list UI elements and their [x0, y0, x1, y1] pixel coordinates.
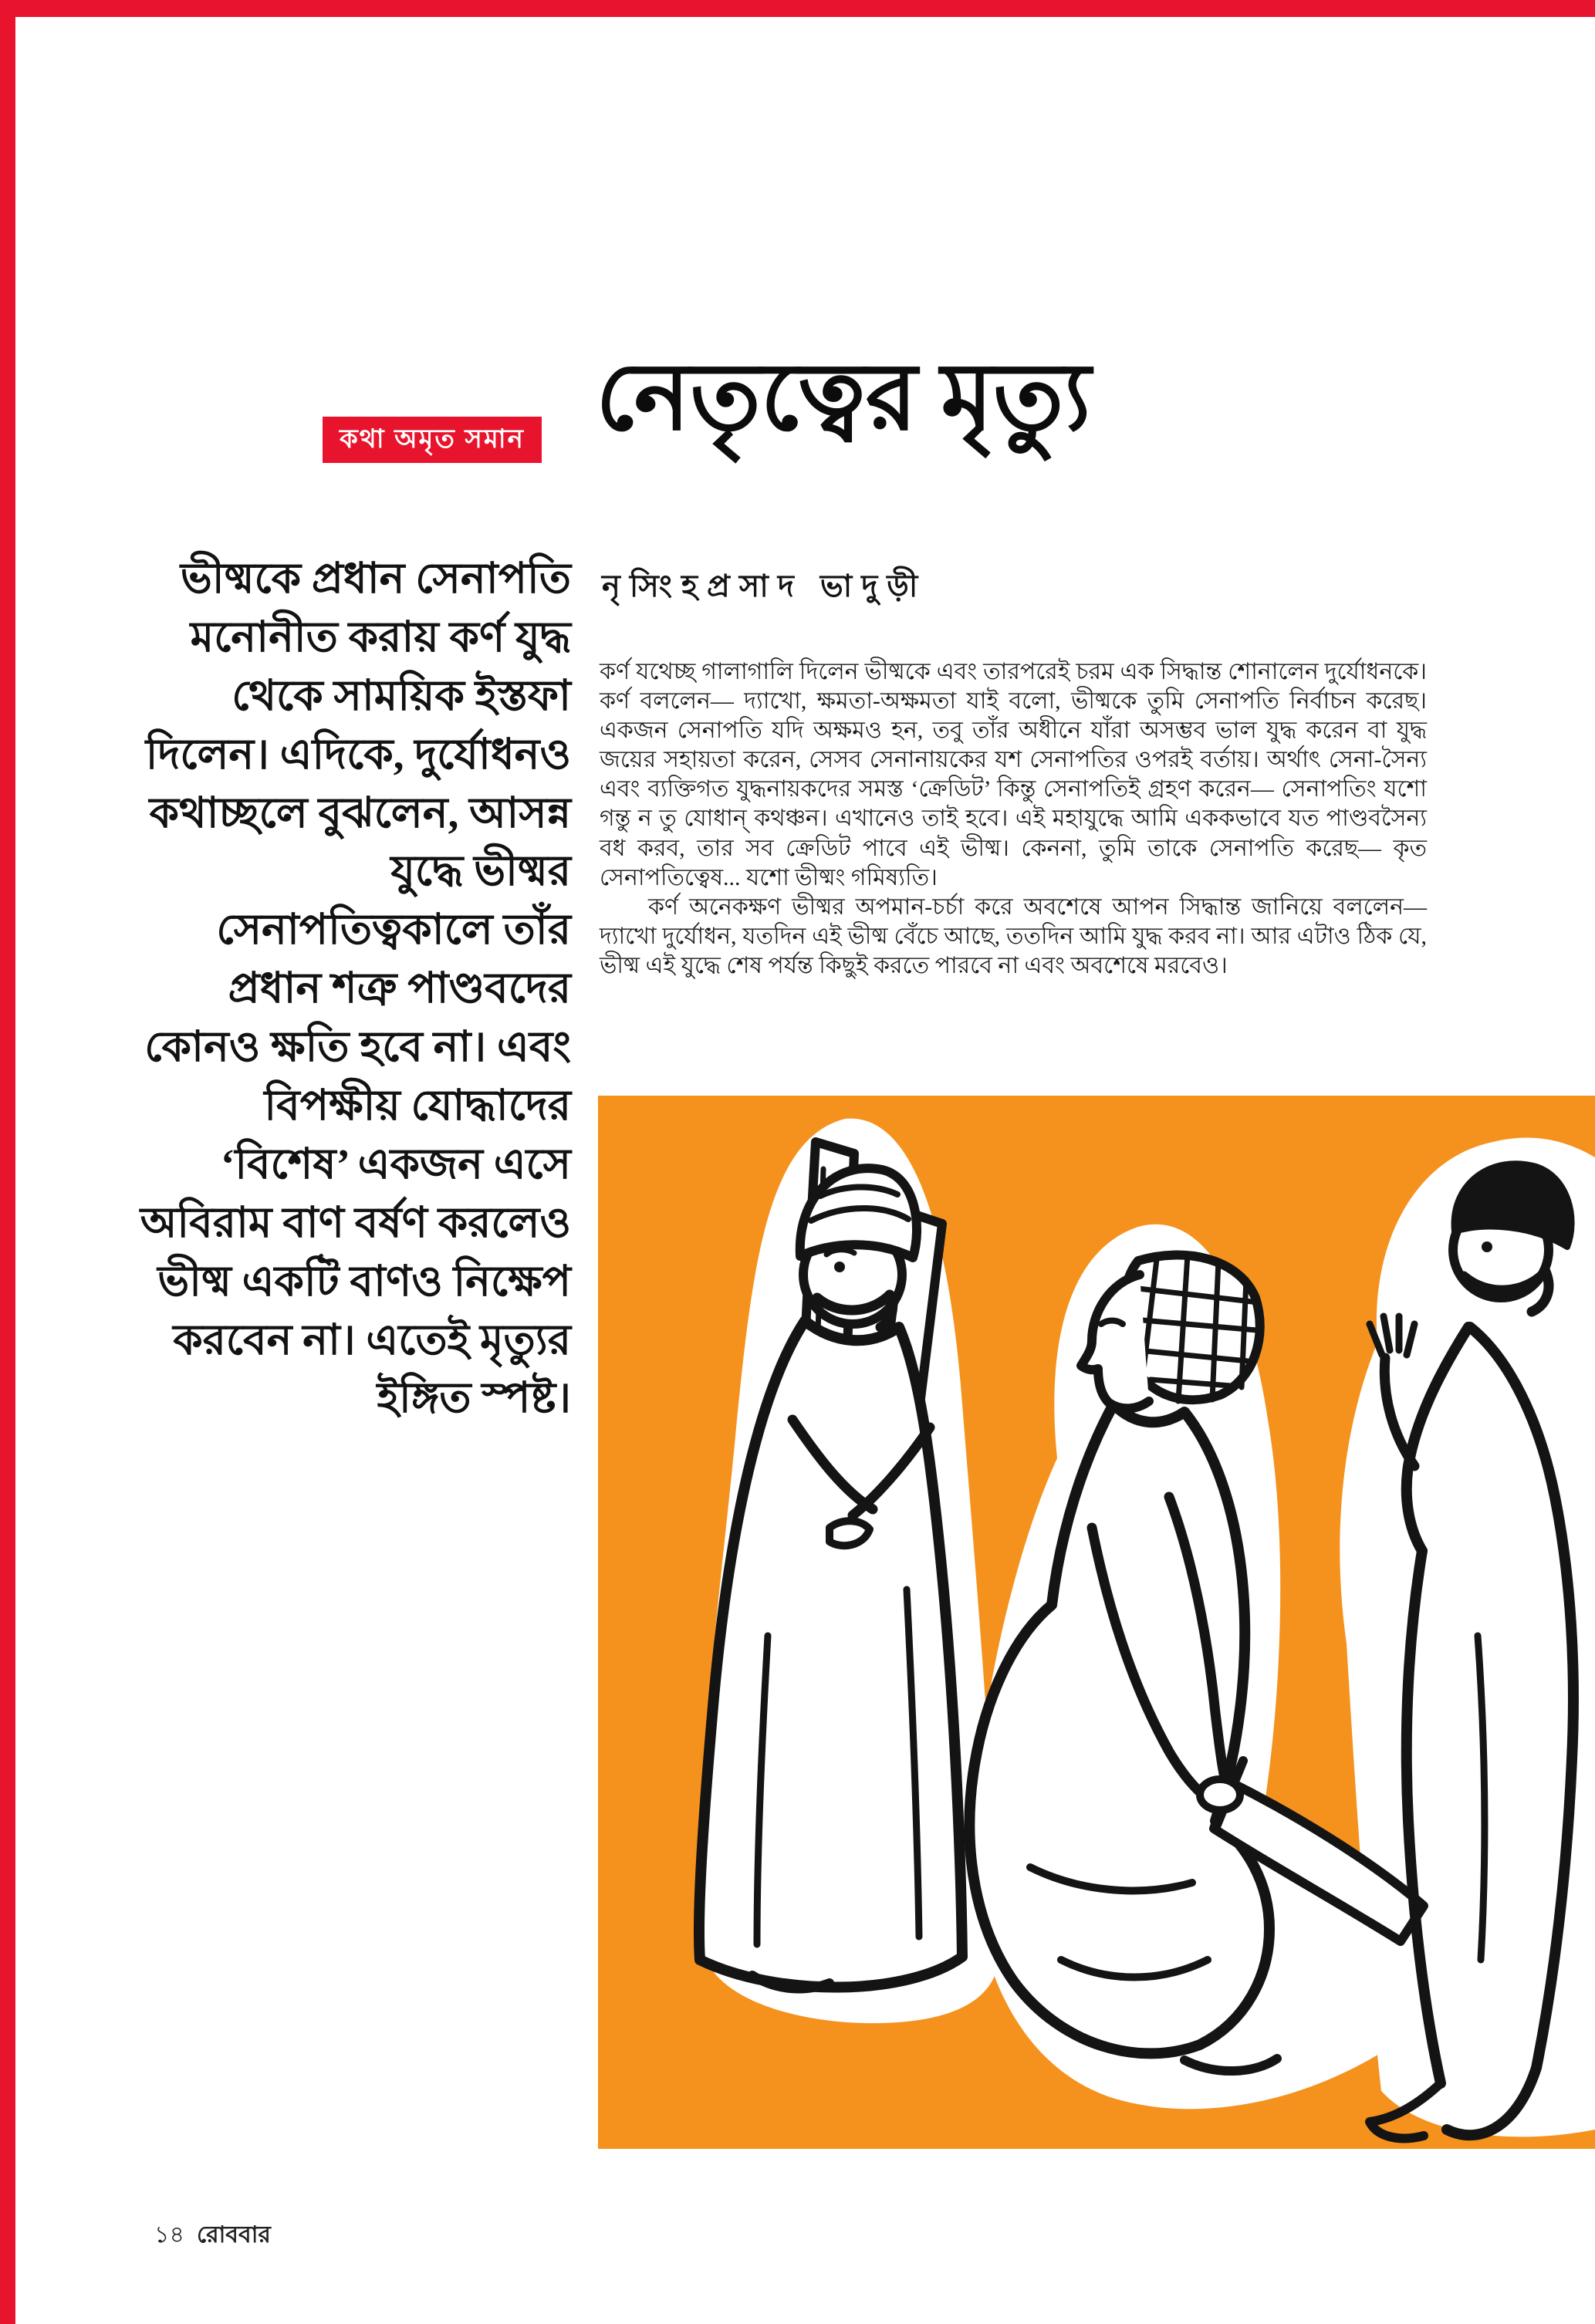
page-footer: [154, 2216, 271, 2255]
headline: নেতৃত্বের মৃত্যু: [596, 346, 1091, 450]
article-body: [600, 657, 1427, 981]
body-paragraph-2: কর্ণ অনেকক্ষণ ভীষ্মর অপমান-চর্চা করে অবশেষে আপন সিদ্ধান্ত জানিয়ে বললেন— দ্যাখো দুর্যোধন, যতদিন এই ভীষ্ম বেঁচে আছে, ততদিন আমি যুদ্ধ করব না। আর এটাও ঠিক যে, ভীষ্ম এই যুদ্ধে শেষ পর্যন্ত কিছুই করতে পারবে না এবং অবশেষে মরবেও।: [600, 893, 1427, 978]
left-red-border: [0, 0, 15, 2324]
top-red-border: [0, 0, 1595, 17]
body-paragraph-1: কর্ণ যথেচ্ছ গালাগালি দিলেন ভীষ্মকে এবং তারপরেই চরম এক সিদ্ধান্ত শোনালেন দুর্যোধনকে। কর্ণ বললেন— দ্যাখো, ক্ষমতা-অক্ষমতা যাই বলো, ভীষ্মকে তুমি সেনাপতি নির্বাচন করেছ। একজন সেনাপতি যদি অক্ষমও হন, তবু তাঁর অধীনে যাঁরা অসম্ভব ভাল যুদ্ধ করেন বা যুদ্ধ জয়ের সহায়তা করেন, সেসব সেনানায়কের যশ সেনাপতির ওপরই বর্তায়। অর্থাৎ সেনা-সৈন্য এবং ব্যক্তিগত যুদ্ধনায়কদের সমস্ত ‘ক্রেডিট’ কিন্তু সেনাপতিই গ্রহণ করেন— সেনাপতিং যশো গন্তু ন তু যোধান্ কথঞ্চন। এখানেও তাই হবে। এই মহাযুদ্ধে আমি এককভাবে যত পাণ্ডবসৈন্য বধ করব, তার সব ক্রেডিট পাবে এই ভীষ্ম। কেননা, তুমি তাকে সেনাপতি করেছ— কৃত সেনাপতিত্বেষ... যশো ভীষ্মং গমিষ্যতি।: [600, 659, 1427, 890]
warriors-illustration: [598, 1096, 1595, 2149]
pull-quote: ভীষ্মকে প্রধান সেনাপতি মনোনীত করায় কর্ণ যুদ্ধ থেকে সাময়িক ইস্তফা দিলেন। এদিকে, দুর্যোধনও কথাচ্ছলে বুঝলেন, আসন্ন যুদ্ধে ভীষ্মর সেনাপতিত্বকালে তাঁর প্রধান শত্রু পাণ্ডবদের কোনও ক্ষতি হবে না। এবং বিপক্ষীয় যোদ্ধাদের ‘বিশেষ’ একজন এসে অবিরাম বাণ বর্ষণ করলেও ভীষ্ম একটি বাণও নিক্ষেপ করবেন না। এতেই মৃত্যুর ইঙ্গিত স্পষ্ট।: [140, 555, 571, 1422]
byline: নৃসিংহপ্রসাদ ভাদুড়ী: [602, 569, 928, 603]
warriors-illustration-svg: [598, 1096, 1595, 2149]
kicker-badge: কথা অমৃত সমান: [323, 417, 542, 463]
magazine-name: রোববার: [196, 2222, 271, 2248]
page-number: ১৪: [154, 2222, 184, 2248]
